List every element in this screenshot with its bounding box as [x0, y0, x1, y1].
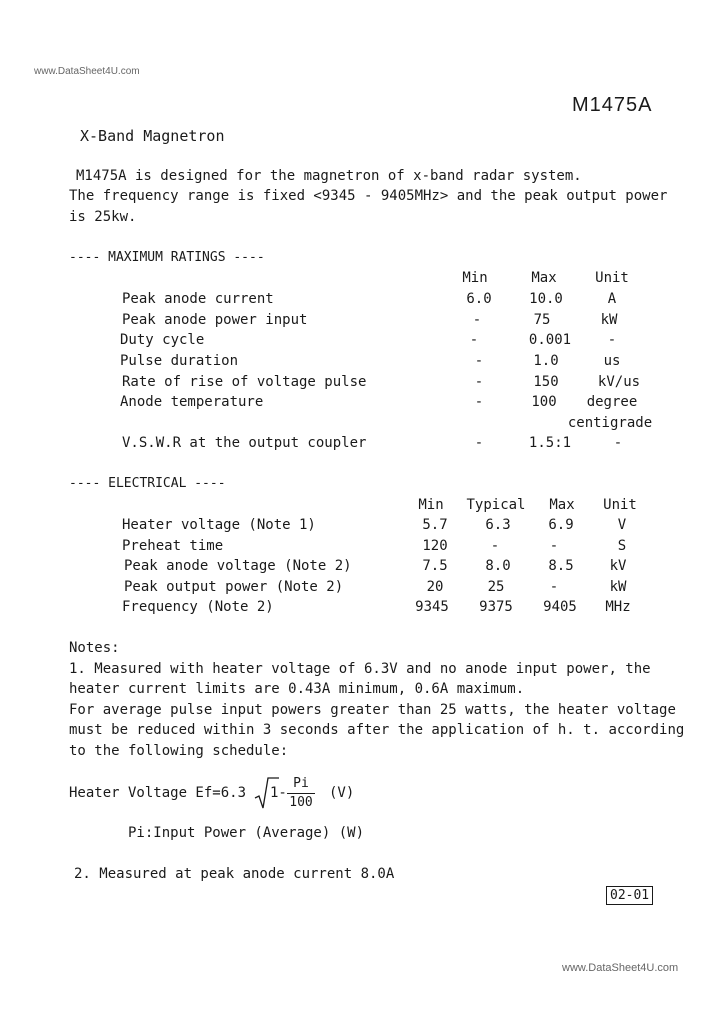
electrical-unit: kW: [609, 579, 627, 595]
electrical-max: 9405: [543, 599, 577, 615]
page-number: 02-01: [606, 886, 653, 905]
notes-heading: Notes:: [69, 640, 120, 656]
max-rating-unit: -: [607, 332, 617, 348]
electrical-typical: 25: [487, 579, 505, 595]
electrical-header-max: Max: [549, 497, 575, 513]
note1-line-2: heater current limits are 0.43A minimum, 0.6A maximum.: [69, 681, 525, 697]
formula-unit: (V): [329, 785, 355, 801]
formula-radical-prefix: 1-: [270, 785, 287, 801]
max-ratings-header-max: Max: [531, 270, 557, 286]
fraction-bar: [287, 793, 315, 794]
max-rating-min: -: [474, 394, 484, 410]
max-rating-param: Duty cycle: [120, 332, 205, 348]
electrical-header-min: Min: [418, 497, 444, 513]
max-rating-max: 1.5:1: [528, 435, 572, 451]
electrical-unit: MHz: [605, 599, 631, 615]
max-rating-max: 0.001: [528, 332, 572, 348]
intro-line-3: is 25kw.: [69, 209, 137, 225]
electrical-min: 5.7: [422, 517, 448, 533]
max-ratings-header-min: Min: [462, 270, 488, 286]
watermark-top: www.DataSheet4U.com: [34, 66, 140, 77]
max-rating-min: -: [474, 374, 484, 390]
note1-line-3: For average pulse input powers greater than 25 watts, the heater voltage: [69, 702, 676, 718]
formula-denominator: 100: [289, 795, 313, 810]
electrical-min: 7.5: [422, 558, 448, 574]
max-rating-max: 75: [533, 312, 551, 328]
max-ratings-header-unit: Unit: [595, 270, 629, 286]
electrical-max: 6.9: [548, 517, 574, 533]
electrical-max: -: [549, 579, 559, 595]
electrical-min: 20: [426, 579, 444, 595]
max-rating-param: Anode temperature: [120, 394, 264, 410]
electrical-unit: kV: [609, 558, 627, 574]
max-rating-max: 150: [533, 374, 559, 390]
electrical-max: 8.5: [548, 558, 574, 574]
max-rating-param: Peak anode power input: [122, 312, 308, 328]
electrical-unit: V: [617, 517, 627, 533]
note1-line-5: to the following schedule:: [69, 743, 289, 759]
max-rating-unit: -: [613, 435, 623, 451]
intro-line-1: M1475A is designed for the magnetron of x-band radar system.: [76, 168, 582, 184]
intro-line-2: The frequency range is fixed <9345 - 9405MHz> and the peak output power: [69, 188, 668, 204]
electrical-max: -: [549, 538, 559, 554]
formula-numerator: Pi: [293, 776, 309, 791]
max-rating-min: -: [474, 353, 484, 369]
max-rating-unit: us: [603, 353, 621, 369]
max-rating-unit: degree: [586, 394, 638, 410]
pi-definition: Pi:Input Power (Average) (W): [128, 825, 365, 841]
max-rating-param: Peak anode current: [122, 291, 274, 307]
electrical-param: Peak anode voltage (Note 2): [124, 558, 352, 574]
max-rating-min: -: [469, 332, 479, 348]
electrical-param: Preheat time: [122, 538, 224, 554]
max-rating-min: -: [474, 435, 484, 451]
document-title: X-Band Magnetron: [80, 127, 225, 145]
electrical-min: 9345: [415, 599, 449, 615]
note1-line-4: must be reduced within 3 seconds after the application of h. t. according: [69, 722, 685, 738]
max-rating-max: 1.0: [533, 353, 559, 369]
max-rating-min: -: [472, 312, 482, 328]
formula-lhs: Heater Voltage Ef=6.3: [69, 785, 247, 801]
electrical-param: Peak output power (Note 2): [124, 579, 344, 595]
part-number: M1475A: [572, 94, 653, 116]
max-rating-max: 100: [531, 394, 557, 410]
electrical-unit: S: [617, 538, 627, 554]
max-rating-param: Rate of rise of voltage pulse: [122, 374, 367, 390]
max-rating-unit: A: [607, 291, 617, 307]
max-rating-unit: kW: [600, 312, 618, 328]
watermark-bottom: www.DataSheet4U.com: [562, 962, 679, 974]
electrical-param: Heater voltage (Note 1): [122, 517, 316, 533]
electrical-typical: -: [490, 538, 500, 554]
note1-line-1: 1. Measured with heater voltage of 6.3V and no anode input power, the: [69, 661, 651, 677]
note2: 2. Measured at peak anode current 8.0A: [74, 866, 395, 882]
max-ratings-heading: ---- MAXIMUM RATINGS ----: [69, 250, 265, 265]
max-rating-max: 10.0: [529, 291, 563, 307]
electrical-heading: ---- ELECTRICAL ----: [69, 476, 226, 491]
max-rating-param: Pulse duration: [120, 353, 239, 369]
electrical-param: Frequency (Note 2): [122, 599, 274, 615]
max-rating-min: 6.0: [466, 291, 492, 307]
electrical-header-unit: Unit: [603, 497, 637, 513]
max-rating-unit: kV/us: [597, 374, 641, 390]
electrical-min: 120: [422, 538, 448, 554]
electrical-typical: 6.3: [485, 517, 511, 533]
max-rating-param: V.S.W.R at the output coupler: [122, 435, 367, 451]
electrical-typical: 8.0: [485, 558, 511, 574]
electrical-typical: 9375: [479, 599, 513, 615]
max-rating-unit-continued: centigrade: [567, 415, 653, 431]
electrical-header-typical: Typical: [466, 497, 526, 513]
